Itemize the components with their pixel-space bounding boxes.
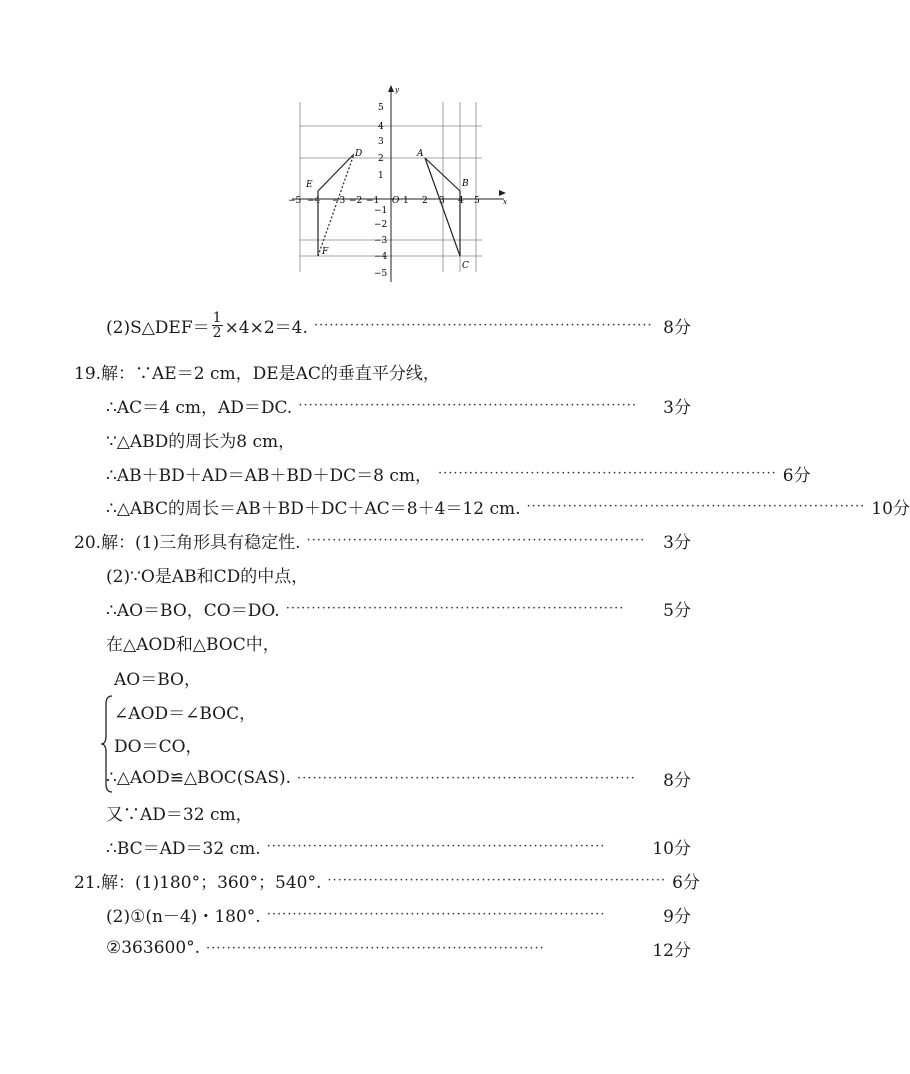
- score: 5分: [663, 600, 691, 621]
- score: 8分: [663, 770, 691, 791]
- x-axis-label: x: [503, 198, 507, 206]
- score: 10分: [652, 838, 691, 859]
- leader-dots: ··································································: [285, 600, 625, 616]
- x-tick: −3: [332, 196, 346, 206]
- answer-line: [106, 424, 691, 454]
- x-tick: 2: [422, 196, 428, 206]
- y-arrow-icon: [388, 85, 394, 92]
- score: 10分: [871, 498, 910, 519]
- answer-line: [106, 627, 691, 657]
- fraction-denominator: 2: [212, 324, 222, 341]
- y-tick: 1: [378, 171, 384, 181]
- leader-dots: ··································································: [266, 906, 606, 922]
- leader-dots: ··································································: [297, 770, 636, 786]
- origin-label: O: [392, 196, 400, 206]
- answer-line: [74, 525, 691, 555]
- x-tick: −2: [349, 196, 363, 206]
- answer-line: [114, 696, 414, 726]
- line-text: 19.解：∵AE＝2 cm，DE是AC的垂直平分线，: [74, 363, 440, 384]
- answer-line: [114, 662, 414, 692]
- x-tick: 5: [474, 196, 480, 206]
- x-tick: −4: [307, 196, 321, 206]
- line-text: AO＝BO，: [114, 669, 201, 690]
- y-tick: −2: [374, 220, 388, 230]
- leader-dots: ··································································: [266, 838, 606, 854]
- leader-dots: ··································································: [298, 397, 638, 413]
- score: 3分: [663, 397, 691, 418]
- y-tick: 5: [378, 103, 384, 113]
- answer-line: [106, 831, 691, 861]
- y-axis-label: y: [395, 86, 399, 94]
- leader-dots: ··································································: [313, 317, 653, 333]
- line-text: (2)①(n－4)・180°.: [106, 906, 261, 927]
- fraction: [212, 311, 223, 340]
- answer-line: [106, 559, 691, 589]
- line-text: DO＝CO，: [114, 736, 203, 757]
- y-tick: −3: [374, 236, 388, 246]
- x-tick: 4: [458, 196, 464, 206]
- x-tick: 1: [403, 196, 409, 206]
- answer-line: [106, 458, 811, 488]
- leader-dots: ··································································: [526, 498, 866, 514]
- answer-line: [74, 865, 700, 895]
- point-a-label: A: [417, 149, 424, 159]
- line-text: ∴BC＝AD＝32 cm.: [106, 838, 261, 859]
- leader-dots: ··································································: [327, 872, 667, 888]
- score: 3分: [663, 532, 691, 553]
- answer-line: [106, 933, 691, 963]
- line-text-2: ×4×2＝4.: [224, 317, 308, 338]
- x-tick-labels: [288, 196, 480, 206]
- point-c-label: C: [462, 261, 469, 271]
- line-text: ∴AO＝BO，CO＝DO.: [106, 600, 280, 621]
- answer-line: [106, 310, 691, 340]
- y-tick-labels: [374, 103, 388, 279]
- triangle-abc: [425, 158, 460, 256]
- line-text: 20.解：(1)三角形具有稳定性.: [74, 532, 301, 553]
- answer-line: [106, 491, 910, 521]
- score: 9分: [663, 906, 691, 927]
- coordinate-figure: [282, 82, 522, 292]
- score: 6分: [782, 465, 811, 486]
- line-text: ∴△AOD≌△BOC(SAS).: [106, 768, 292, 788]
- line-text: ②363600°.: [106, 938, 201, 958]
- x-tick: −5: [288, 196, 302, 206]
- x-tick: −1: [366, 196, 380, 206]
- x-arrow-icon: [499, 190, 506, 196]
- y-tick: 4: [378, 122, 384, 132]
- line-text: (2)S△DEF＝: [106, 317, 210, 338]
- point-b-label: B: [462, 179, 469, 189]
- line-text: 21.解：(1)180°；360°；540°.: [74, 872, 322, 893]
- point-e-label: E: [306, 180, 313, 190]
- y-tick: −1: [374, 206, 388, 216]
- line-text: ∴△ABC的周长＝AB＋BD＋DC＋AC＝8＋4＝12 cm.: [106, 498, 521, 519]
- line-text: ∴AB＋BD＋AD＝AB＋BD＋DC＝8 cm，: [106, 465, 433, 486]
- line-text: (2)∵O是AB和CD的中点，: [106, 566, 309, 587]
- score: 8分: [663, 317, 691, 338]
- point-f-label: F: [322, 247, 329, 257]
- x-tick: 3: [439, 196, 445, 206]
- point-d-label: D: [355, 149, 363, 159]
- answer-line: [106, 593, 691, 623]
- answer-line: [106, 390, 691, 420]
- line-text: 又∵AD＝32 cm，: [106, 804, 253, 825]
- fraction-numerator: 1: [212, 309, 222, 326]
- line-text: ∴AC＝4 cm，AD＝DC.: [106, 397, 293, 418]
- answer-line: [106, 797, 691, 827]
- answer-line: [74, 356, 691, 386]
- line-text: ∵△ABD的周长为8 cm，: [106, 431, 296, 452]
- leader-dots: ··································································: [306, 532, 646, 548]
- y-tick: −4: [374, 252, 388, 262]
- score: 6分: [672, 872, 700, 893]
- line-text: 在△AOD和△BOC中，: [106, 634, 280, 655]
- answer-line: [106, 763, 691, 793]
- score: 12分: [652, 940, 691, 961]
- leader-dots: ··································································: [206, 940, 545, 956]
- y-tick: 2: [378, 154, 384, 164]
- answer-line: [106, 899, 691, 929]
- y-tick: 3: [378, 137, 384, 147]
- y-tick: −5: [374, 269, 388, 279]
- answer-line: [114, 729, 414, 759]
- leader-dots: ··································································: [438, 465, 777, 481]
- line-text: ∠AOD＝∠BOC，: [114, 703, 257, 724]
